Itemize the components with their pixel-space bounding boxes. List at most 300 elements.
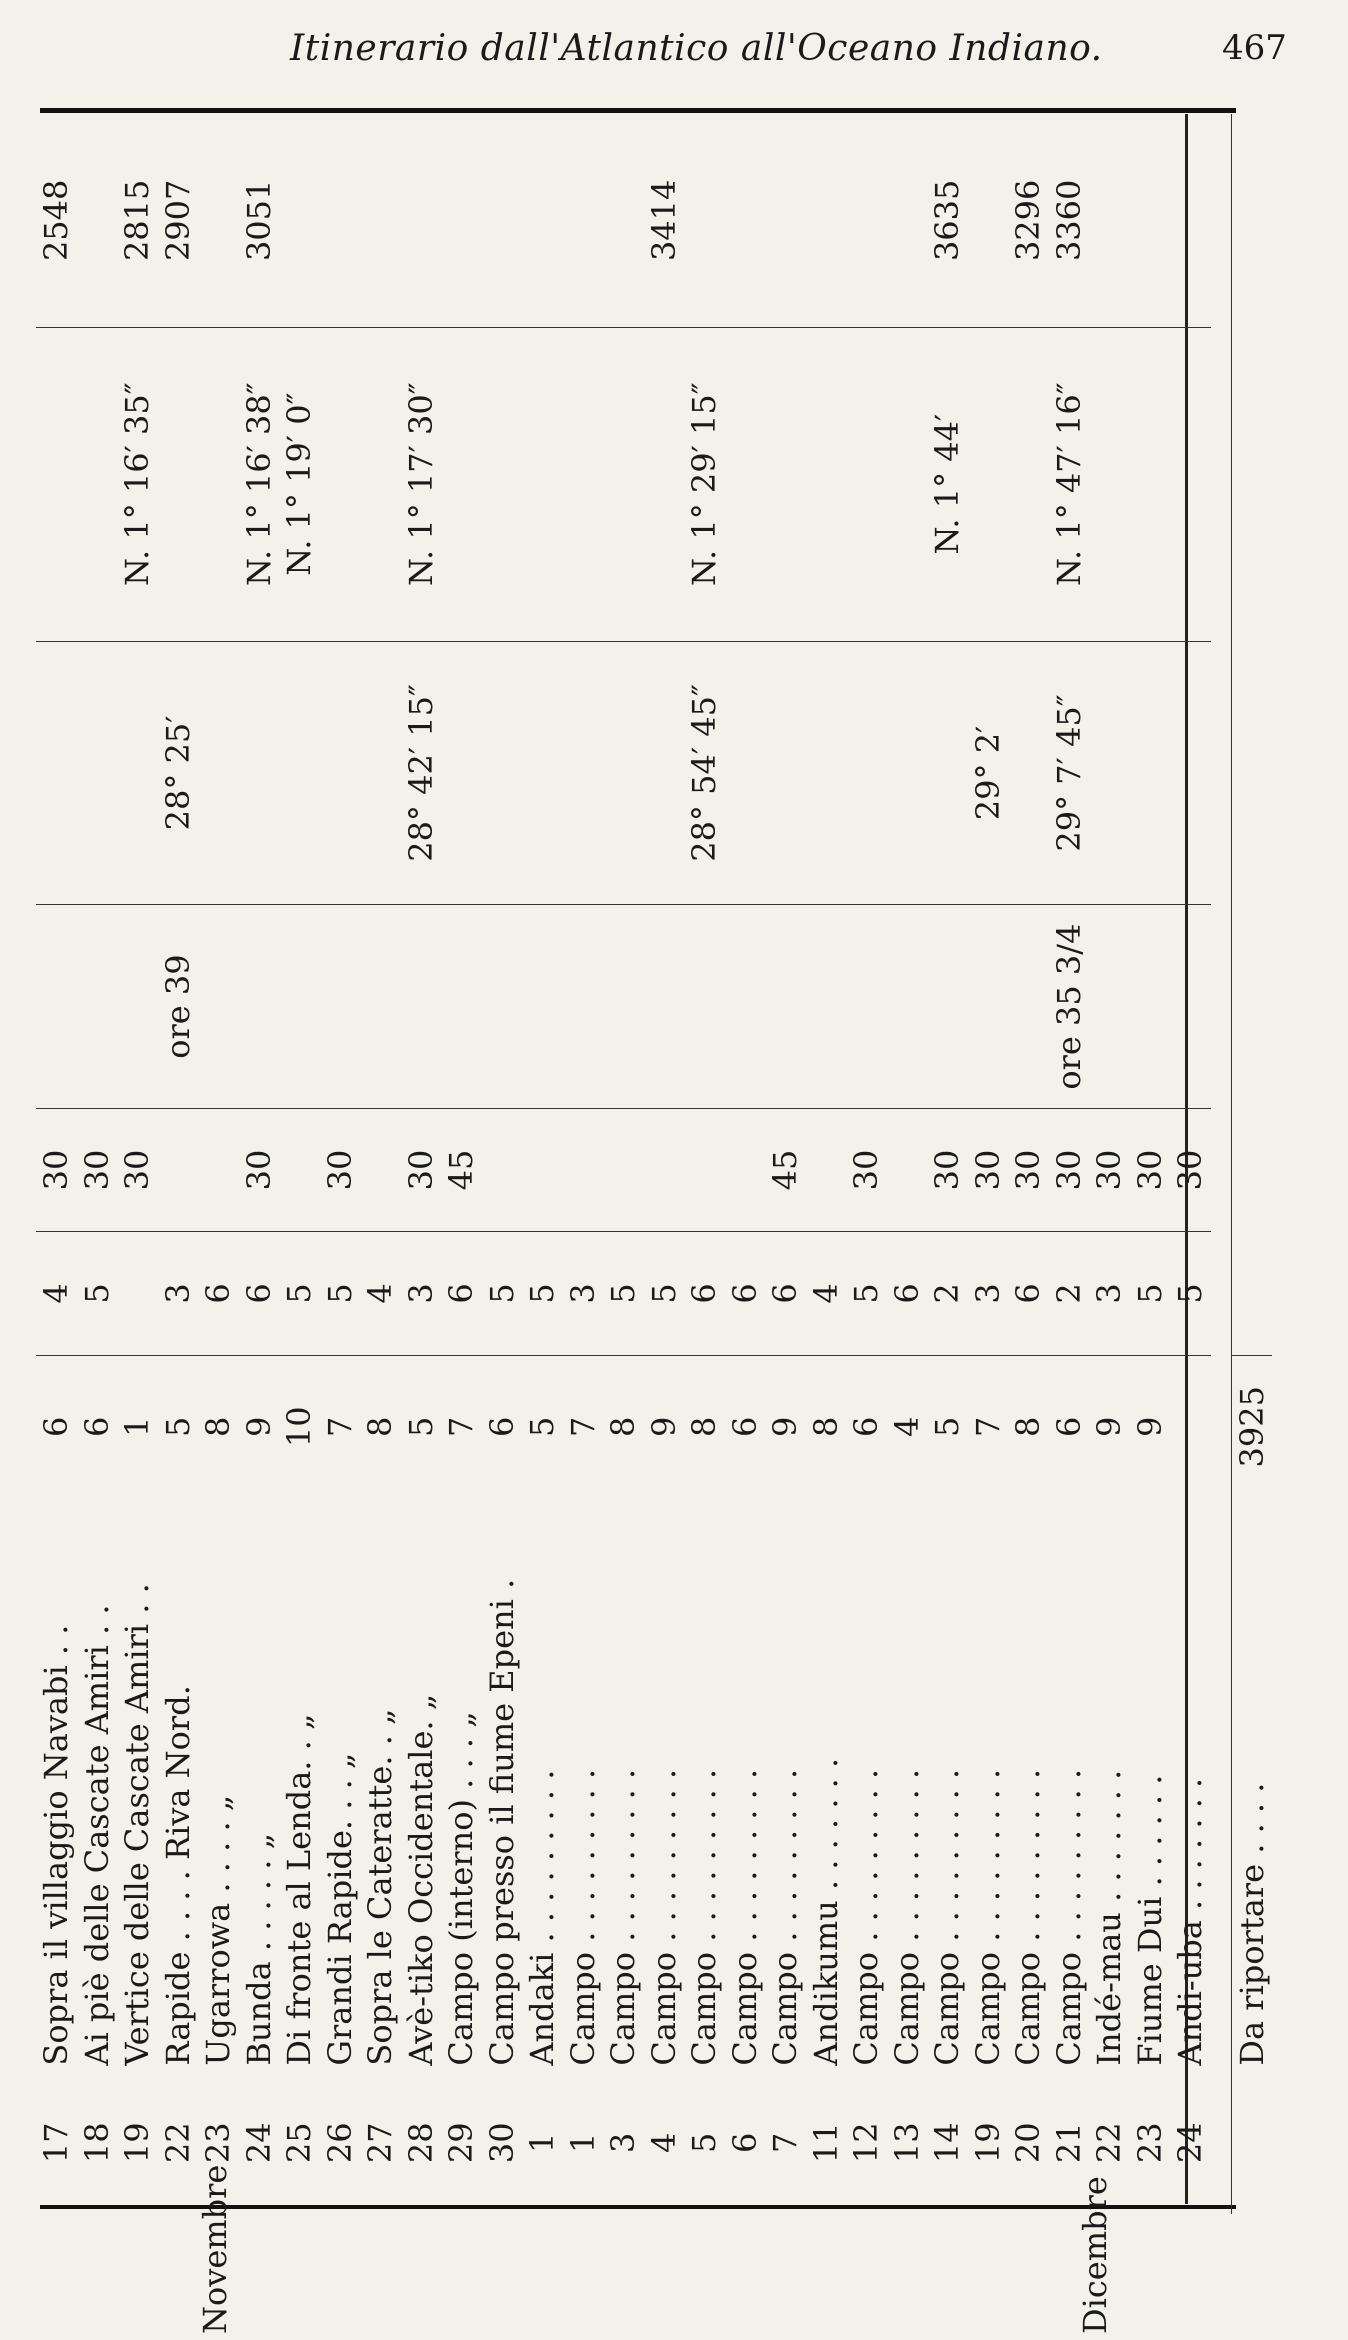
cell-place: Indé-mau . . . . . . . xyxy=(1090,1769,1129,2066)
cell-dist: 6 xyxy=(846,1355,887,1498)
cell-alt xyxy=(684,114,725,327)
cell-place: Campo (interno) . . . „ xyxy=(442,1711,481,2066)
cell-ore xyxy=(927,905,968,1109)
cell-ore xyxy=(482,905,523,1109)
cell-alt xyxy=(806,114,847,327)
cell-alt xyxy=(1130,114,1171,327)
cell-alt xyxy=(482,114,523,327)
cell-time: 5 xyxy=(1170,1232,1211,1355)
cell-dist: 9 xyxy=(1089,1355,1130,1498)
table-row xyxy=(1170,114,1211,2214)
cell-ore xyxy=(765,905,806,1109)
cell-time: 6 xyxy=(239,1232,280,1355)
cell-time xyxy=(117,1232,158,1355)
cell-ore xyxy=(198,905,239,1109)
cell-long xyxy=(239,641,280,905)
cell-min xyxy=(198,1108,239,1231)
cell-long xyxy=(644,641,685,905)
itinerary-table-rotated xyxy=(36,114,1271,2334)
cell-place: Ugarrowa . . . . „ xyxy=(199,1794,238,2066)
cell-long xyxy=(279,641,320,905)
cell-place: Di fronte al Lenda. . „ xyxy=(280,1713,319,2066)
cell-place: Andaki . . . . . . . . . xyxy=(523,1769,562,2066)
cell-date: 19 xyxy=(118,2122,157,2164)
cell-date: 12 xyxy=(847,2122,886,2164)
cell-place: Campo . . . . . . . . . xyxy=(1049,1768,1088,2066)
table-row xyxy=(725,114,766,2214)
cell-long xyxy=(806,641,847,905)
cell-ore: ore 39 xyxy=(158,905,199,1109)
cell-date: 30 xyxy=(482,2122,521,2164)
cell-long xyxy=(1130,641,1171,905)
cell-time: 6 xyxy=(198,1232,239,1355)
cell-lat xyxy=(198,327,239,641)
cell-ore xyxy=(725,905,766,1109)
cell-min xyxy=(806,1108,847,1231)
cell-place: Campo . . . . . . . . . xyxy=(766,1768,805,2066)
cell-min: 30 xyxy=(401,1108,442,1231)
table-row xyxy=(887,114,928,2214)
cell-alt xyxy=(198,114,239,327)
cell-min: 30 xyxy=(36,1108,77,1231)
cell-min xyxy=(279,1108,320,1231)
cell-dist: 5 xyxy=(158,1355,199,1498)
cell-time: 6 xyxy=(765,1232,806,1355)
cell-lat xyxy=(644,327,685,641)
cell-ore xyxy=(887,905,928,1109)
table-row xyxy=(644,114,685,2214)
cell-place: Campo . . . . . . . . . xyxy=(725,1768,764,2066)
table-row xyxy=(765,114,806,2214)
table-row xyxy=(320,114,361,2214)
cell-min xyxy=(482,1108,523,1231)
cell-long xyxy=(1008,641,1049,905)
cell-date: 6 xyxy=(725,2132,764,2153)
cell-alt: 3296 xyxy=(1009,179,1048,262)
table-row xyxy=(684,114,725,2214)
cell-min: 30 xyxy=(968,1108,1009,1231)
cell-alt xyxy=(563,114,604,327)
cell-time: 3 xyxy=(158,1232,199,1355)
cell-long xyxy=(765,641,806,905)
cell-place: Campo . . . . . . . . . xyxy=(685,1768,724,2066)
cell-time: 5 xyxy=(522,1232,563,1355)
itinerary-table xyxy=(36,114,1272,2214)
cell-lat xyxy=(887,327,928,641)
cell-time: 4 xyxy=(36,1232,77,1355)
cell-date: 19 xyxy=(968,2122,1007,2164)
cell-ore xyxy=(968,905,1009,1109)
table-row xyxy=(522,114,563,2214)
cell-min xyxy=(360,1108,401,1231)
cell-dist: 10 xyxy=(279,1355,320,1498)
cell-alt: 2548 xyxy=(37,179,76,262)
cell-lat xyxy=(846,327,887,641)
cell-dist: 8 xyxy=(198,1355,239,1498)
cell-lat xyxy=(158,327,199,641)
cell-date: 24 xyxy=(1171,2122,1210,2164)
cell-min: 30 xyxy=(117,1108,158,1231)
cell-place: Bunda . . . . . „ xyxy=(239,1832,278,2066)
top-rule xyxy=(40,108,1236,113)
cell-ore xyxy=(522,905,563,1109)
cell-time: 6 xyxy=(887,1232,928,1355)
cell-place: Campo . . . . . . . . . xyxy=(928,1768,967,2066)
cell-time: 5 xyxy=(77,1232,118,1355)
cell-place: Rapide . . . . Riva Nord. xyxy=(158,1685,197,2066)
cell-time: 4 xyxy=(360,1232,401,1355)
cell-alt xyxy=(765,114,806,327)
cell-time: 6 xyxy=(684,1232,725,1355)
cell-min: 30 xyxy=(1049,1108,1090,1231)
cell-min xyxy=(644,1108,685,1231)
cell-lat xyxy=(77,327,118,641)
cell-long xyxy=(725,641,766,905)
cell-ore xyxy=(644,905,685,1109)
cell-date: 17 xyxy=(37,2122,76,2164)
cell-lat: N. 1° 17′ 30″ xyxy=(401,327,442,641)
cell-place: Vertice delle Cascate Amiri . . xyxy=(118,1583,157,2066)
cell-place: Campo . . . . . . . . . xyxy=(1009,1768,1048,2066)
page-header xyxy=(0,0,1348,95)
cell-ore: ore 35 3/4 xyxy=(1049,905,1090,1109)
cell-date: 22 xyxy=(1090,2122,1129,2164)
cell-alt: 3414 xyxy=(644,179,683,262)
cell-min: 45 xyxy=(441,1108,482,1231)
table-row xyxy=(968,114,1009,2214)
cell-dist: 6 xyxy=(482,1355,523,1498)
cell-time: 3 xyxy=(1089,1232,1130,1355)
cell-date: 23 xyxy=(199,2122,238,2164)
cell-date: 14 xyxy=(928,2122,967,2164)
cell-time: 5 xyxy=(320,1232,361,1355)
cell-long: 28° 25′ xyxy=(158,641,199,905)
cell-place: Sopra le Cateratte. . „ xyxy=(361,1708,400,2066)
table-row xyxy=(198,114,239,2214)
cell-long: 29° 7′ 45″ xyxy=(1049,641,1090,905)
cell-min xyxy=(725,1108,766,1231)
table-row xyxy=(482,114,523,2214)
cell-ore xyxy=(684,905,725,1109)
cell-place: Avè-tiko Occidentale. „ xyxy=(401,1693,440,2066)
cell-long xyxy=(927,641,968,905)
cell-min: 30 xyxy=(927,1108,968,1231)
cell-lat xyxy=(603,327,644,641)
cell-ore xyxy=(401,905,442,1109)
cell-empty xyxy=(1231,114,1272,1355)
cell-date: 7 xyxy=(766,2132,805,2153)
cell-ore xyxy=(806,905,847,1109)
cell-time: 2 xyxy=(927,1232,968,1355)
cell-dist: 7 xyxy=(441,1355,482,1498)
cell-dist: 1 xyxy=(117,1355,158,1498)
cell-date: 20 xyxy=(1009,2122,1048,2164)
cell-alt xyxy=(360,114,401,327)
cell-place: Campo . . . . . . . . . xyxy=(644,1768,683,2066)
cell-alt xyxy=(725,114,766,327)
cell-alt xyxy=(279,114,320,327)
cell-dist: 9 xyxy=(239,1355,280,1498)
cell-lat xyxy=(1130,327,1171,641)
cell-alt xyxy=(1170,114,1211,327)
cell-place: Fiume Dui . . . . . . xyxy=(1130,1774,1169,2066)
cell-lat xyxy=(36,327,77,641)
cell-time: 3 xyxy=(968,1232,1009,1355)
cell-min: 30 xyxy=(1170,1108,1211,1231)
cell-min: 45 xyxy=(765,1108,806,1231)
cell-min: 30 xyxy=(77,1108,118,1231)
cell-lat xyxy=(563,327,604,641)
table-row xyxy=(603,114,644,2214)
table-row xyxy=(279,114,320,2214)
cell-lat xyxy=(725,327,766,641)
cell-min: 30 xyxy=(1089,1108,1130,1231)
cell-dist: 5 xyxy=(401,1355,442,1498)
cell-lat xyxy=(522,327,563,641)
footer-row xyxy=(1231,114,1272,2214)
cell-alt: 2907 xyxy=(158,179,197,262)
cell-dist: 6 xyxy=(36,1355,77,1498)
cell-place: Andikumu . . . . . . . xyxy=(806,1757,845,2066)
cell-ore xyxy=(603,905,644,1109)
month-label-novembre: Novembre xyxy=(196,2164,234,2334)
cell-place: Campo . . . . . . . . . xyxy=(604,1768,643,2066)
cell-long xyxy=(563,641,604,905)
cell-alt xyxy=(887,114,928,327)
cell-min: 30 xyxy=(846,1108,887,1231)
cell-ore xyxy=(1170,905,1211,1109)
cell-long: 29° 2′ xyxy=(968,641,1009,905)
cell-min xyxy=(887,1108,928,1231)
cell-alt xyxy=(1089,114,1130,327)
table-row xyxy=(1130,114,1171,2214)
table-row xyxy=(806,114,847,2214)
cell-ore xyxy=(77,905,118,1109)
cell-long xyxy=(198,641,239,905)
cell-alt xyxy=(77,114,118,327)
cell-date: 3 xyxy=(604,2132,643,2153)
cell-date: 28 xyxy=(401,2122,440,2164)
cell-place: Grandi Rapide. . . „ xyxy=(320,1752,359,2066)
table-row xyxy=(360,114,401,2214)
cell-alt xyxy=(401,114,442,327)
cell-ore xyxy=(1089,905,1130,1109)
table-row xyxy=(846,114,887,2214)
table-row xyxy=(117,114,158,2214)
cell-time: 5 xyxy=(482,1232,523,1355)
cell-long xyxy=(846,641,887,905)
cell-long: 28° 42′ 15″ xyxy=(401,641,442,905)
cell-dist: 4 xyxy=(887,1355,928,1498)
cell-lat: N. 1° 19′ 0″ xyxy=(279,327,320,641)
cell-lat xyxy=(765,327,806,641)
cell-dist: 8 xyxy=(603,1355,644,1498)
cell-lat xyxy=(360,327,401,641)
cell-long xyxy=(77,641,118,905)
cell-dist: 9 xyxy=(644,1355,685,1498)
cell-dist: 5 xyxy=(522,1355,563,1498)
cell-ore xyxy=(1130,905,1171,1109)
table-row xyxy=(563,114,604,2214)
cell-date: 4 xyxy=(644,2132,683,2153)
cell-dist: 8 xyxy=(1008,1355,1049,1498)
cell-place: Ai piè delle Cascate Amiri . . xyxy=(77,1604,116,2066)
table-row xyxy=(158,114,199,2214)
cell-dist: 7 xyxy=(563,1355,604,1498)
cell-alt xyxy=(522,114,563,327)
cell-min xyxy=(684,1108,725,1231)
cell-date: 24 xyxy=(239,2122,278,2164)
cell-ore xyxy=(117,905,158,1109)
cell-long xyxy=(117,641,158,905)
cell-dist: 7 xyxy=(968,1355,1009,1498)
cell-ore xyxy=(36,905,77,1109)
cell-long xyxy=(320,641,361,905)
cell-lat: N. 1° 29′ 15″ xyxy=(684,327,725,641)
cell-lat xyxy=(1170,327,1211,641)
cell-time: 6 xyxy=(1008,1232,1049,1355)
cell-alt: 2815 xyxy=(118,179,157,262)
cell-min xyxy=(603,1108,644,1231)
cell-long xyxy=(1170,641,1211,905)
cell-time: 4 xyxy=(806,1232,847,1355)
cell-ore xyxy=(1008,905,1049,1109)
cell-lat: N. 1° 16′ 35″ xyxy=(117,327,158,641)
cell-time: 3 xyxy=(563,1232,604,1355)
table-row xyxy=(401,114,442,2214)
table-row xyxy=(927,114,968,2214)
cell-dist: 8 xyxy=(684,1355,725,1498)
cell-dist: 7 xyxy=(320,1355,361,1498)
cell-lat: N. 1° 47′ 16″ xyxy=(1049,327,1090,641)
cell-date: 22 xyxy=(158,2122,197,2164)
cell-dist: 9 xyxy=(765,1355,806,1498)
cell-place: Campo . . . . . . . . . xyxy=(847,1768,886,2066)
table-row xyxy=(441,114,482,2214)
cell-time: 5 xyxy=(846,1232,887,1355)
footer-total: 3925 xyxy=(1231,1355,1272,1498)
cell-long: 28° 54′ 45″ xyxy=(684,641,725,905)
table-row xyxy=(36,114,77,2214)
cell-date: 26 xyxy=(320,2122,359,2164)
cell-place: Campo . . . . . . . . . xyxy=(887,1768,926,2066)
cell-min: 30 xyxy=(239,1108,280,1231)
cell-long xyxy=(441,641,482,905)
cell-lat: N. 1° 16′ 38″ xyxy=(239,327,280,641)
cell-alt: 3635 xyxy=(928,179,967,262)
cell-time: 5 xyxy=(1130,1232,1171,1355)
cell-alt xyxy=(968,114,1009,327)
cell-long xyxy=(36,641,77,905)
cell-date: 18 xyxy=(77,2122,116,2164)
cell-date: 23 xyxy=(1130,2122,1169,2164)
cell-date: 27 xyxy=(361,2122,400,2164)
cell-date: 1 xyxy=(563,2132,602,2153)
cell-long xyxy=(887,641,928,905)
cell-dist: 6 xyxy=(1049,1355,1090,1498)
page-title: Itinerario dall'Atlantico all'Oceano Indiano. xyxy=(290,28,1103,69)
spacer-row xyxy=(1211,114,1232,2214)
cell-lat xyxy=(441,327,482,641)
cell-time: 5 xyxy=(279,1232,320,1355)
cell-ore xyxy=(279,905,320,1109)
cell-place: Campo . . . . . . . . . xyxy=(563,1768,602,2066)
table-row xyxy=(239,114,280,2214)
cell-long xyxy=(603,641,644,905)
cell-place: Sopra il villaggio Navabi . . xyxy=(37,1624,76,2066)
table-row xyxy=(1008,114,1049,2214)
cell-long xyxy=(482,641,523,905)
month-label-dicembre: Dicembre xyxy=(1076,2176,1114,2334)
cell-place: Andi-uba . . . . . . . xyxy=(1171,1777,1210,2066)
cell-date: 13 xyxy=(887,2122,926,2164)
cell-date: 11 xyxy=(806,2122,845,2164)
cell-lat xyxy=(968,327,1009,641)
footer-label: Da riportare . . . . xyxy=(1231,1498,1272,2072)
cell-place: Campo . . . . . . . . . xyxy=(968,1768,1007,2066)
cell-min: 30 xyxy=(1130,1108,1171,1231)
cell-lat xyxy=(1089,327,1130,641)
page-number: 467 xyxy=(1222,28,1287,68)
cell-date: 25 xyxy=(280,2122,319,2164)
cell-min: 30 xyxy=(320,1108,361,1231)
cell-date: 29 xyxy=(442,2122,481,2164)
cell-dist: 6 xyxy=(77,1355,118,1498)
cell-min xyxy=(563,1108,604,1231)
cell-ore xyxy=(563,905,604,1109)
cell-dist xyxy=(1170,1355,1211,1498)
cell-alt xyxy=(846,114,887,327)
cell-dist: 8 xyxy=(360,1355,401,1498)
cell-alt xyxy=(441,114,482,327)
cell-time: 2 xyxy=(1049,1232,1090,1355)
cell-long xyxy=(360,641,401,905)
table-row xyxy=(1089,114,1130,2214)
cell-lat: N. 1° 44′ xyxy=(927,327,968,641)
cell-lat xyxy=(1008,327,1049,641)
cell-alt xyxy=(320,114,361,327)
table-row xyxy=(77,114,118,2214)
cell-ore xyxy=(239,905,280,1109)
cell-min: 30 xyxy=(1008,1108,1049,1231)
cell-dist: 6 xyxy=(725,1355,766,1498)
cell-time: 6 xyxy=(725,1232,766,1355)
cell-ore xyxy=(846,905,887,1109)
cell-long xyxy=(1089,641,1130,905)
cell-ore xyxy=(360,905,401,1109)
cell-ore xyxy=(320,905,361,1109)
cell-time: 3 xyxy=(401,1232,442,1355)
cell-alt: 3360 xyxy=(1049,179,1088,262)
table-row xyxy=(1049,114,1090,2214)
cell-alt xyxy=(603,114,644,327)
cell-ore xyxy=(441,905,482,1109)
cell-long xyxy=(522,641,563,905)
cell-lat xyxy=(320,327,361,641)
cell-lat xyxy=(482,327,523,641)
cell-min xyxy=(522,1108,563,1231)
cell-min xyxy=(158,1108,199,1231)
cell-date: 1 xyxy=(523,2132,562,2153)
cell-lat xyxy=(806,327,847,641)
cell-time: 6 xyxy=(441,1232,482,1355)
cell-dist: 5 xyxy=(927,1355,968,1498)
cell-empty xyxy=(1231,2072,1272,2214)
cell-date: 5 xyxy=(685,2132,724,2153)
cell-time: 5 xyxy=(603,1232,644,1355)
cell-dist: 9 xyxy=(1130,1355,1171,1498)
cell-alt: 3051 xyxy=(239,179,278,262)
